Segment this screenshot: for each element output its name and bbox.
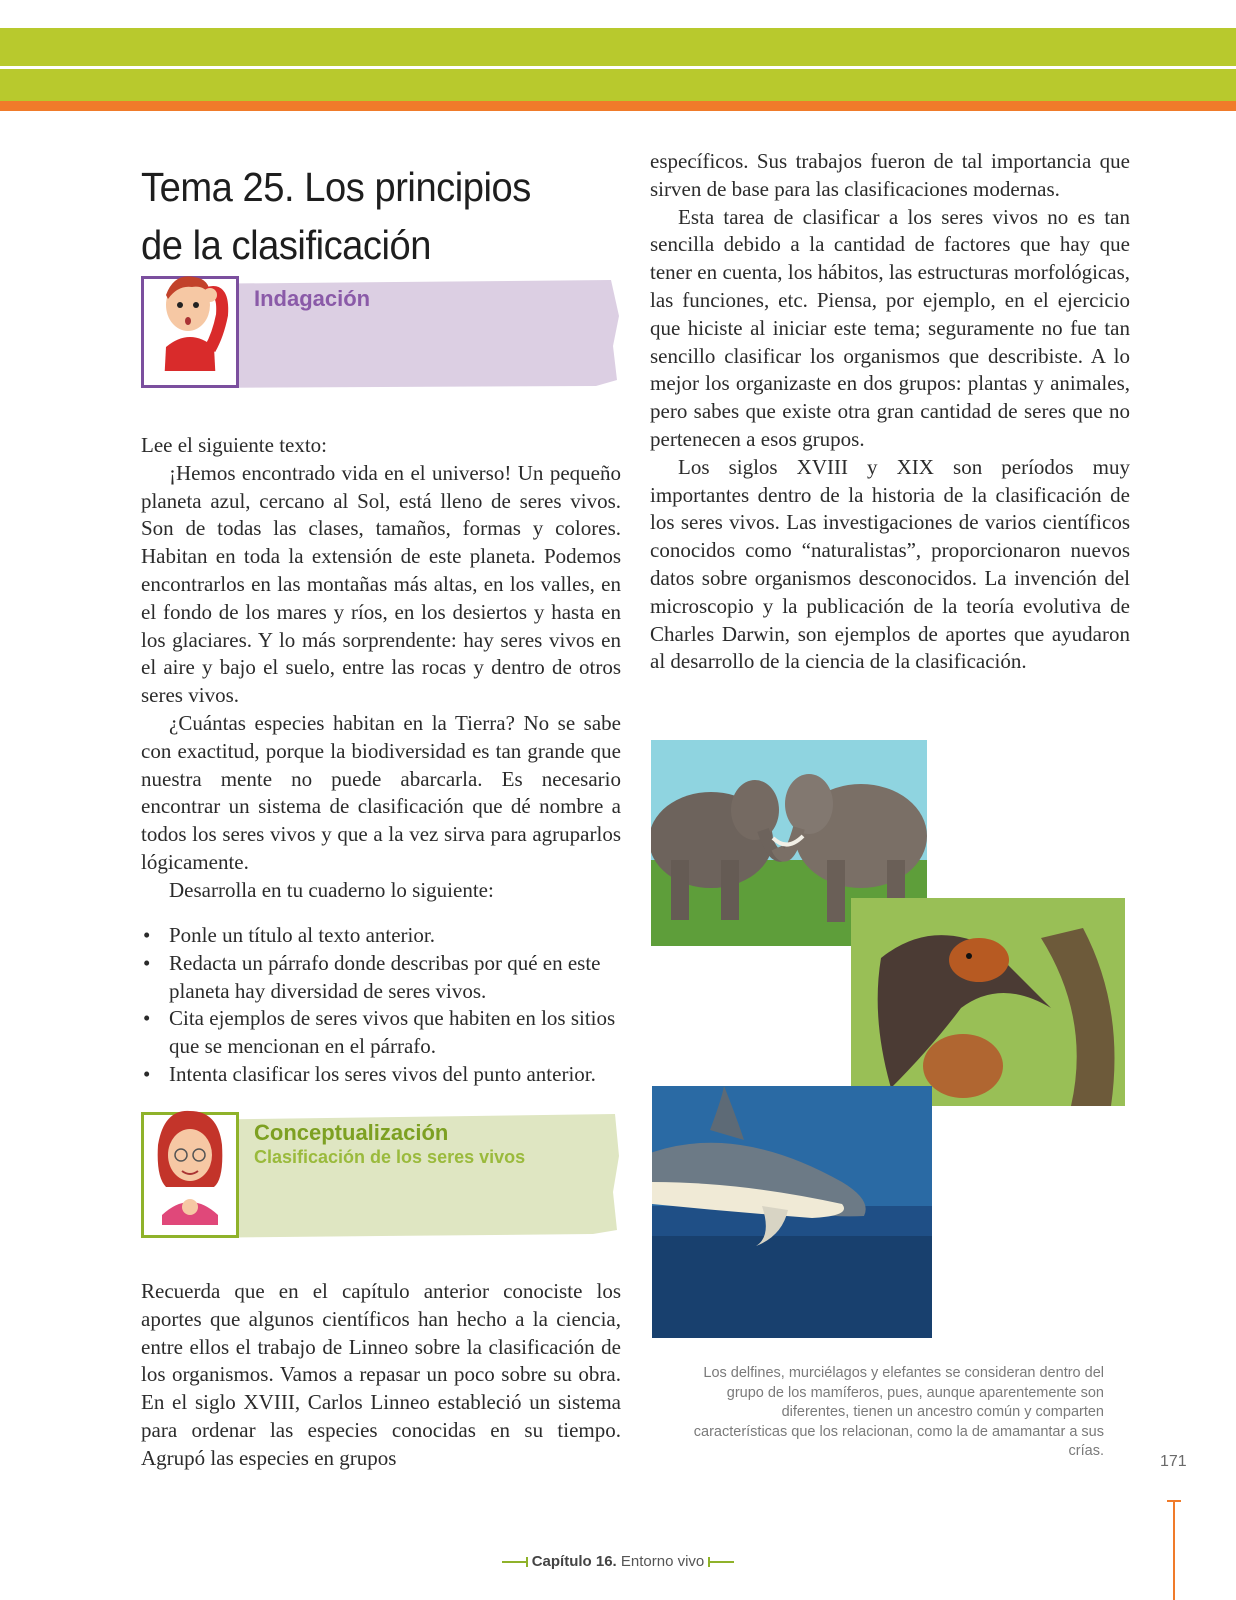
- page-title: [141, 158, 569, 274]
- header-band-bottom: [0, 69, 1236, 101]
- girl-icon: [144, 1105, 236, 1225]
- intro-line: Lee el siguiente texto:: [141, 433, 328, 457]
- footer-decoration-left: [502, 1561, 528, 1563]
- conceptualizacion-heading: Conceptualización: [254, 1120, 449, 1145]
- task-list: [141, 922, 621, 1089]
- conceptualizacion-avatar-frame: [141, 1112, 239, 1238]
- indagacion-text: [141, 432, 621, 905]
- page-marker-line: [1173, 1500, 1175, 1600]
- footer-chapter: Capítulo 16.: [531, 1553, 617, 1570]
- reading-paragraph-2: ¿Cuántas especies habitan en la Tierra? No se sabe con exactitud, porque la biodiversidad es tan grande que nuestra mente no puede abarcarla. Es necesario encontrar un sistema de clasificación que dé nombre a todos los seres vivos y que a la vez sirva para agruparlos lógicamente.: [141, 710, 621, 874]
- task-item: • Intenta clasificar los seres vivos del punto anterior.: [141, 1061, 621, 1089]
- photo-caption: Los delfines, murciélagos y elefantes se consideran dentro del grupo de los mamíferos, pues, aunque aparentemente son diferentes, tienen un ancestro común y comparten características que los relacionan, como la de amamantar a sus crías.: [693, 1365, 1104, 1459]
- task-item: • Cita ejemplos de seres vivos que habiten en los sitios que se mencionan en el párrafo.: [141, 1005, 621, 1061]
- footer-decoration-right: [708, 1561, 734, 1563]
- indagacion-avatar-frame: [141, 276, 239, 388]
- right-paragraph-1: específicos. Sus trabajos fueron de tal importancia que sirven de base para las clasificaciones modernas.: [650, 149, 1130, 201]
- dolphin-photo: [652, 1086, 932, 1338]
- indagacion-heading: Indagación: [254, 286, 371, 311]
- reading-paragraph-1: ¡Hemos encontrado vida en el universo! Un pequeño planeta azul, cercano al Sol, está lleno de seres vivos. Son de todas las clases, tamaños, formas y colores. Habitan en toda la extensión de este planeta. Podemos encontrarlos en las montañas más altas, en los valles, en el fondo de los mares y ríos, en los desiertos y hasta en los glaciares. Y lo más sorprendente: hay seres vivos en el aire y bajo el suelo, entre las rocas y dentro de otros seres vivos.: [141, 460, 621, 708]
- header-band-top: [0, 28, 1236, 66]
- header-orange-stripe: [0, 101, 1236, 111]
- page-title-line1: Tema 25. Los principios: [141, 164, 531, 210]
- task-item: • Redacta un párrafo donde describas por qué en este planeta hay diversidad de seres vivos.: [141, 950, 621, 1006]
- thinking-boy-icon: [144, 265, 236, 371]
- concept-paragraph: Recuerda que en el capítulo anterior conociste los aportes que algunos científicos han hecho a la ciencia, entre ellos el trabajo de Linneo sobre la clasificación de los organismos. Vamos a repasar un poco sobre su obra. En el siglo XVIII, Carlos Linneo estableció un sistema para ordenar las especies conocidas en su tiempo. Agrupó las especies en grupos: [141, 1279, 621, 1470]
- footer-chapter-name: Entorno vivo: [620, 1553, 705, 1570]
- conceptualizacion-subheading: Clasificación de los seres vivos: [254, 1147, 526, 1167]
- task-item: • Ponle un título al texto anterior.: [141, 922, 621, 950]
- conceptualizacion-banner: [141, 1112, 621, 1240]
- right-paragraph-3: Los siglos XVIII y XIX son períodos muy importantes dentro de la historia de la clasificación de los seres vivos. Las investigaciones de varios científicos conocidos como “naturalistas”, proporcionaron nuevos datos sobre organismos desconocidos. La invención del microscopio y la publicación de la teoría evolutiva de Charles Darwin, son ejemplos de aportes que ayudaron al desarrollo de la ciencia de la clasificación.: [650, 454, 1130, 674]
- right-paragraph-2: Esta tarea de clasificar a los seres vivos no es tan sencilla debido a la cantidad de factores que hay que tener en cuenta, los hábitos, las estructuras morfológicas, las funciones, etc. Piensa, por ejemplo, en el ejercicio que hiciste al iniciar este tema; seguramente no fue tan sencillo clasificar los organismos que describiste. A lo mejor los organizaste en dos grupos: plantas y animales, pero sabes que existe otra gran cantidad de seres que no pertenecen a esos grupos.: [650, 204, 1130, 451]
- page-number: 171: [1160, 1453, 1187, 1470]
- page-title-line2: de la clasificación: [141, 222, 432, 268]
- chapter-footer: [0, 1553, 1236, 1570]
- bats-photo: [851, 898, 1125, 1106]
- conceptualizacion-text: [141, 1278, 621, 1473]
- right-column-text: [650, 148, 1130, 676]
- indagacion-banner: [141, 276, 621, 390]
- reading-paragraph-3: Desarrolla en tu cuaderno lo siguiente:: [169, 877, 494, 902]
